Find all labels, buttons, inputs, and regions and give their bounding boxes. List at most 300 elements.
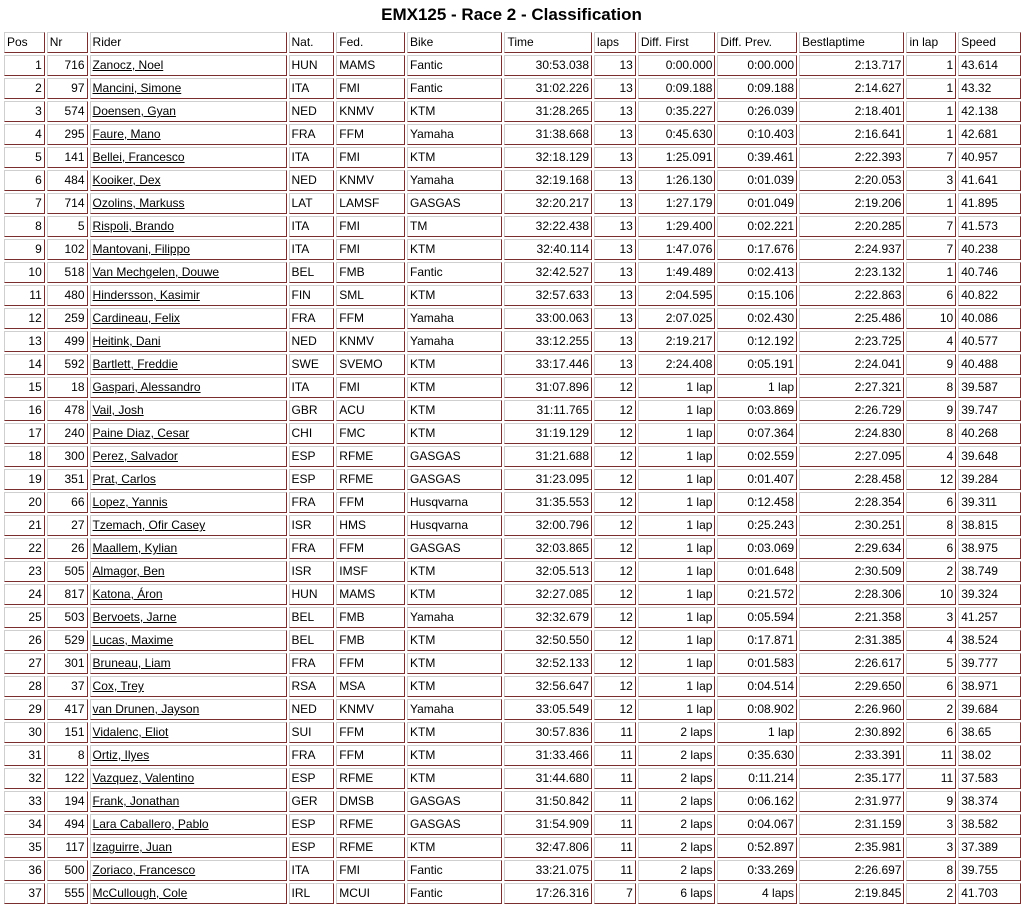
table-row — [4, 561, 1021, 582]
rider-link[interactable]: Bervoets, Jarne — [92, 610, 177, 624]
cell-diff-first: 1 lap — [638, 377, 716, 398]
cell-fed: KNMV — [336, 331, 405, 352]
cell-diff-prev: 1 lap — [717, 377, 797, 398]
cell-nr: 295 — [47, 124, 88, 145]
cell-diff-prev: 0:39.461 — [717, 147, 797, 168]
cell-nat: SUI — [289, 722, 335, 743]
cell-pos: 26 — [4, 630, 45, 651]
cell-time: 33:00.063 — [504, 308, 592, 329]
cell-rider — [90, 170, 287, 191]
cell-time: 32:05.513 — [504, 561, 592, 582]
cell-diff-first: 6 laps — [638, 883, 716, 904]
col-header-nat[interactable]: Nat. — [289, 32, 335, 53]
cell-bike: KTM — [407, 354, 503, 375]
cell-bike: KTM — [407, 676, 503, 697]
cell-speed: 43.614 — [958, 55, 1021, 76]
cell-nr: 37 — [47, 676, 88, 697]
cell-diff-prev: 0:06.162 — [717, 791, 797, 812]
cell-fed: MCUI — [336, 883, 405, 904]
cell-diff-first: 1:47.076 — [638, 239, 716, 260]
cell-time: 31:44.680 — [504, 768, 592, 789]
cell-bestlaptime: 2:26.960 — [799, 699, 904, 720]
cell-laps: 12 — [594, 400, 636, 421]
cell-rider — [90, 883, 287, 904]
col-header-bike[interactable]: Bike — [407, 32, 503, 53]
rider-link[interactable]: Bruneau, Liam — [92, 656, 171, 670]
table-row — [4, 607, 1021, 628]
cell-nat: FRA — [289, 538, 335, 559]
col-header-rider[interactable]: Rider — [90, 32, 287, 53]
cell-diff-prev: 0:03.869 — [717, 400, 797, 421]
cell-bike: Yamaha — [407, 331, 503, 352]
cell-bestlaptime: 2:31.977 — [799, 791, 904, 812]
cell-bestlaptime: 2:23.725 — [799, 331, 904, 352]
cell-diff-prev: 0:01.648 — [717, 561, 797, 582]
cell-bestlaptime: 2:22.863 — [799, 285, 904, 306]
cell-rider — [90, 814, 287, 835]
cell-nat: FRA — [289, 492, 335, 513]
cell-rider — [90, 423, 287, 444]
rider-link[interactable]: Lucas, Maxime — [92, 633, 174, 647]
cell-pos: 5 — [4, 147, 45, 168]
cell-laps: 12 — [594, 561, 636, 582]
cell-pos: 31 — [4, 745, 45, 766]
rider-link[interactable]: Doensen, Gyan — [92, 104, 176, 118]
cell-nat: ITA — [289, 860, 335, 881]
cell-time: 31:54.909 — [504, 814, 592, 835]
cell-bestlaptime: 2:29.634 — [799, 538, 904, 559]
cell-in-lap: 8 — [906, 515, 956, 536]
rider-link[interactable]: Gaspari, Alessandro — [92, 380, 201, 394]
rider-link[interactable]: Vail, Josh — [92, 403, 144, 417]
cell-time: 31:33.466 — [504, 745, 592, 766]
cell-in-lap: 2 — [906, 883, 956, 904]
cell-laps: 11 — [594, 722, 636, 743]
rider-link[interactable]: Rispoli, Brando — [92, 219, 174, 233]
cell-bestlaptime: 2:30.892 — [799, 722, 904, 743]
rider-link[interactable]: Hindersson, Kasimir — [92, 288, 200, 302]
cell-bike: KTM — [407, 722, 503, 743]
cell-speed: 40.086 — [958, 308, 1021, 329]
cell-bike: Fantic — [407, 55, 503, 76]
cell-time: 32:03.865 — [504, 538, 592, 559]
cell-bike: Fantic — [407, 883, 503, 904]
table-row — [4, 216, 1021, 237]
rider-link[interactable]: Frank, Jonathan — [92, 794, 180, 808]
rider-link[interactable]: Zoriaco, Francesco — [92, 863, 196, 877]
col-header-pos[interactable]: Pos — [4, 32, 45, 53]
rider-link[interactable]: Ozolins, Markuss — [92, 196, 185, 210]
cell-bestlaptime: 2:27.321 — [799, 377, 904, 398]
rider-link[interactable]: Kooiker, Dex — [92, 173, 161, 187]
table-row — [4, 538, 1021, 559]
table-row — [4, 78, 1021, 99]
cell-diff-prev: 0:12.458 — [717, 492, 797, 513]
cell-time: 32:52.133 — [504, 653, 592, 674]
cell-time: 33:17.446 — [504, 354, 592, 375]
cell-time: 31:07.896 — [504, 377, 592, 398]
cell-time: 32:32.679 — [504, 607, 592, 628]
cell-laps: 12 — [594, 607, 636, 628]
cell-nat: ITA — [289, 78, 335, 99]
cell-rider — [90, 768, 287, 789]
cell-rider — [90, 78, 287, 99]
cell-pos: 14 — [4, 354, 45, 375]
cell-rider — [90, 492, 287, 513]
cell-nr: 301 — [47, 653, 88, 674]
cell-bike: KTM — [407, 423, 503, 444]
cell-nat: BEL — [289, 262, 335, 283]
cell-diff-prev: 0:05.191 — [717, 354, 797, 375]
cell-diff-first: 2:07.025 — [638, 308, 716, 329]
cell-laps: 11 — [594, 791, 636, 812]
cell-nat: ESP — [289, 814, 335, 835]
cell-nat: NED — [289, 101, 335, 122]
cell-rider — [90, 285, 287, 306]
cell-bestlaptime: 2:26.617 — [799, 653, 904, 674]
cell-speed: 40.488 — [958, 354, 1021, 375]
cell-nat: HUN — [289, 584, 335, 605]
cell-time: 32:19.168 — [504, 170, 592, 191]
cell-diff-first: 1 lap — [638, 515, 716, 536]
cell-diff-prev: 0:52.897 — [717, 837, 797, 858]
rider-link[interactable]: Prat, Carlos — [92, 472, 156, 486]
cell-fed: FFM — [336, 538, 405, 559]
rider-link[interactable]: Cox, Trey — [92, 679, 144, 693]
cell-diff-first: 1:27.179 — [638, 193, 716, 214]
cell-rider — [90, 745, 287, 766]
cell-rider — [90, 308, 287, 329]
cell-bike: KTM — [407, 239, 503, 260]
cell-pos: 13 — [4, 331, 45, 352]
page-title: EMX125 - Race 2 - Classification — [381, 5, 642, 24]
cell-diff-prev: 0:01.039 — [717, 170, 797, 191]
rider-link[interactable]: Heitink, Dani — [92, 334, 161, 348]
cell-nat: IRL — [289, 883, 335, 904]
rider-link[interactable]: Bellei, Francesco — [92, 150, 185, 164]
cell-in-lap: 6 — [906, 492, 956, 513]
cell-nr: 151 — [47, 722, 88, 743]
cell-bike: Fantic — [407, 78, 503, 99]
cell-bestlaptime: 2:35.981 — [799, 837, 904, 858]
cell-pos: 34 — [4, 814, 45, 835]
cell-speed: 40.238 — [958, 239, 1021, 260]
rider-link[interactable]: Lopez, Yannis — [92, 495, 168, 509]
cell-speed: 41.573 — [958, 216, 1021, 237]
cell-rider — [90, 239, 287, 260]
cell-bestlaptime: 2:23.132 — [799, 262, 904, 283]
cell-nat: FRA — [289, 124, 335, 145]
cell-nr: 714 — [47, 193, 88, 214]
cell-time: 32:18.129 — [504, 147, 592, 168]
cell-time: 32:47.806 — [504, 837, 592, 858]
cell-pos: 8 — [4, 216, 45, 237]
cell-in-lap: 1 — [906, 55, 956, 76]
cell-speed: 38.582 — [958, 814, 1021, 835]
cell-laps: 11 — [594, 745, 636, 766]
rider-link[interactable]: van Drunen, Jayson — [92, 702, 200, 716]
cell-bike: GASGAS — [407, 538, 503, 559]
cell-in-lap: 9 — [906, 354, 956, 375]
cell-rider — [90, 377, 287, 398]
cell-fed: RFME — [336, 768, 405, 789]
table-row — [4, 653, 1021, 674]
col-header-speed[interactable]: Speed — [958, 32, 1021, 53]
cell-bestlaptime: 2:27.095 — [799, 446, 904, 467]
table-row — [4, 354, 1021, 375]
rider-link[interactable]: Mancini, Simone — [92, 81, 182, 95]
rider-link[interactable]: Vazquez, Valentino — [92, 771, 195, 785]
cell-laps: 13 — [594, 354, 636, 375]
rider-link[interactable]: Mantovani, Filippo — [92, 242, 190, 256]
cell-bestlaptime: 2:30.509 — [799, 561, 904, 582]
cell-diff-first: 0:45.630 — [638, 124, 716, 145]
table-row — [4, 768, 1021, 789]
cell-fed: KNMV — [336, 699, 405, 720]
cell-nat: RSA — [289, 676, 335, 697]
rider-link[interactable]: Almagor, Ben — [92, 564, 165, 578]
cell-nat: CHI — [289, 423, 335, 444]
cell-nat: ISR — [289, 561, 335, 582]
cell-in-lap: 12 — [906, 469, 956, 490]
cell-speed: 40.957 — [958, 147, 1021, 168]
cell-laps: 12 — [594, 538, 636, 559]
rider-link[interactable]: Zanocz, Noel — [92, 58, 164, 72]
table-row — [4, 791, 1021, 812]
cell-bike: TM — [407, 216, 503, 237]
rider-link[interactable]: Van Mechgelen, Douwe — [92, 265, 220, 279]
cell-in-lap: 8 — [906, 423, 956, 444]
cell-diff-first: 1:25.091 — [638, 147, 716, 168]
cell-bestlaptime: 2:20.285 — [799, 216, 904, 237]
cell-pos: 21 — [4, 515, 45, 536]
cell-rider — [90, 193, 287, 214]
rider-link[interactable]: McCullough, Cole — [92, 886, 188, 900]
cell-speed: 39.648 — [958, 446, 1021, 467]
cell-nr: 102 — [47, 239, 88, 260]
col-header-bestlaptime[interactable]: Bestlaptime — [799, 32, 904, 53]
cell-diff-prev: 0:35.630 — [717, 745, 797, 766]
cell-nat: ITA — [289, 239, 335, 260]
cell-rider — [90, 469, 287, 490]
cell-fed: FMI — [336, 860, 405, 881]
cell-laps: 13 — [594, 124, 636, 145]
cell-nat: FRA — [289, 308, 335, 329]
cell-bike: Yamaha — [407, 607, 503, 628]
cell-time: 32:42.527 — [504, 262, 592, 283]
cell-diff-prev: 0:00.000 — [717, 55, 797, 76]
cell-rider — [90, 101, 287, 122]
cell-speed: 40.746 — [958, 262, 1021, 283]
cell-bestlaptime: 2:29.650 — [799, 676, 904, 697]
cell-laps: 13 — [594, 308, 636, 329]
cell-pos: 7 — [4, 193, 45, 214]
cell-nr: 5 — [47, 216, 88, 237]
cell-diff-prev: 0:08.902 — [717, 699, 797, 720]
cell-laps: 13 — [594, 170, 636, 191]
cell-time: 30:57.836 — [504, 722, 592, 743]
cell-fed: RFME — [336, 469, 405, 490]
cell-rider — [90, 791, 287, 812]
rider-link[interactable]: Katona, Áron — [92, 587, 163, 601]
cell-nat: ITA — [289, 147, 335, 168]
rider-link[interactable]: Cardineau, Felix — [92, 311, 180, 325]
cell-bike: KTM — [407, 561, 503, 582]
cell-nr: 26 — [47, 538, 88, 559]
table-row — [4, 699, 1021, 720]
cell-diff-first: 2 laps — [638, 745, 716, 766]
cell-nr: 194 — [47, 791, 88, 812]
cell-diff-first: 1 lap — [638, 653, 716, 674]
cell-diff-first: 2 laps — [638, 768, 716, 789]
cell-bestlaptime: 2:25.486 — [799, 308, 904, 329]
rider-link[interactable]: Perez, Salvador — [92, 449, 178, 463]
cell-in-lap: 3 — [906, 170, 956, 191]
cell-in-lap: 3 — [906, 837, 956, 858]
cell-fed: FFM — [336, 308, 405, 329]
cell-diff-prev: 4 laps — [717, 883, 797, 904]
table-row — [4, 101, 1021, 122]
cell-rider — [90, 55, 287, 76]
cell-nat: ESP — [289, 768, 335, 789]
cell-time: 32:22.438 — [504, 216, 592, 237]
rider-link[interactable]: Ortiz, Ilyes — [92, 748, 150, 762]
cell-speed: 39.284 — [958, 469, 1021, 490]
rider-link[interactable]: Izaguirre, Juan — [92, 840, 172, 854]
cell-nr: 300 — [47, 446, 88, 467]
cell-pos: 35 — [4, 837, 45, 858]
cell-nr: 27 — [47, 515, 88, 536]
cell-nat: BEL — [289, 630, 335, 651]
cell-bike: KTM — [407, 745, 503, 766]
cell-nr: 122 — [47, 768, 88, 789]
cell-nr: 592 — [47, 354, 88, 375]
cell-nr: 494 — [47, 814, 88, 835]
col-header-in-lap[interactable]: in lap — [906, 32, 956, 53]
cell-in-lap: 1 — [906, 193, 956, 214]
cell-bike: Husqvarna — [407, 492, 503, 513]
cell-fed: FMI — [336, 216, 405, 237]
col-header-fed[interactable]: Fed. — [336, 32, 405, 53]
cell-diff-first: 1:29.400 — [638, 216, 716, 237]
cell-in-lap: 11 — [906, 768, 956, 789]
cell-laps: 13 — [594, 216, 636, 237]
cell-in-lap: 2 — [906, 699, 956, 720]
rider-link[interactable]: Paine Diaz, Cesar — [92, 426, 190, 440]
cell-bestlaptime: 2:30.251 — [799, 515, 904, 536]
col-header-diff-prev[interactable]: Diff. Prev. — [717, 32, 797, 53]
cell-laps: 13 — [594, 55, 636, 76]
cell-time: 30:53.038 — [504, 55, 592, 76]
cell-diff-prev: 0:02.413 — [717, 262, 797, 283]
cell-fed: FMI — [336, 239, 405, 260]
cell-in-lap: 8 — [906, 860, 956, 881]
cell-in-lap: 7 — [906, 147, 956, 168]
classification-body — [4, 55, 1021, 904]
table-row — [4, 170, 1021, 191]
cell-bestlaptime: 2:13.717 — [799, 55, 904, 76]
cell-speed: 38.524 — [958, 630, 1021, 651]
cell-diff-first: 1:26.130 — [638, 170, 716, 191]
cell-rider — [90, 722, 287, 743]
cell-bike: Yamaha — [407, 699, 503, 720]
table-row — [4, 423, 1021, 444]
cell-bestlaptime: 2:33.391 — [799, 745, 904, 766]
cell-nat: GER — [289, 791, 335, 812]
table-row — [4, 837, 1021, 858]
col-header-laps[interactable]: laps — [594, 32, 636, 53]
cell-rider — [90, 860, 287, 881]
cell-diff-prev: 0:04.067 — [717, 814, 797, 835]
cell-nr: 716 — [47, 55, 88, 76]
cell-in-lap: 10 — [906, 308, 956, 329]
cell-time: 33:05.549 — [504, 699, 592, 720]
rider-link[interactable]: Maallem, Kylian — [92, 541, 178, 555]
cell-diff-first: 2 laps — [638, 722, 716, 743]
cell-fed: RFME — [336, 446, 405, 467]
cell-diff-prev: 0:01.583 — [717, 653, 797, 674]
rider-link[interactable]: Vidalenc, Eliot — [92, 725, 169, 739]
cell-bestlaptime: 2:24.830 — [799, 423, 904, 444]
rider-link[interactable]: Lara Caballero, Pablo — [92, 817, 209, 831]
cell-pos: 1 — [4, 55, 45, 76]
cell-laps: 12 — [594, 699, 636, 720]
cell-diff-first: 1 lap — [638, 469, 716, 490]
cell-rider — [90, 124, 287, 145]
cell-fed: LAMSF — [336, 193, 405, 214]
cell-nat: ESP — [289, 837, 335, 858]
rider-link[interactable]: Tzemach, Ofir Casey — [92, 518, 206, 532]
cell-nr: 417 — [47, 699, 88, 720]
cell-diff-prev: 0:26.039 — [717, 101, 797, 122]
cell-rider — [90, 676, 287, 697]
cell-rider — [90, 147, 287, 168]
rider-link[interactable]: Faure, Mano — [92, 127, 161, 141]
col-header-time[interactable]: Time — [504, 32, 592, 53]
classification-table — [2, 30, 1023, 906]
cell-bike: KTM — [407, 630, 503, 651]
cell-laps: 13 — [594, 147, 636, 168]
cell-laps: 11 — [594, 837, 636, 858]
cell-in-lap: 3 — [906, 607, 956, 628]
cell-rider — [90, 584, 287, 605]
cell-diff-prev: 0:17.871 — [717, 630, 797, 651]
cell-pos: 24 — [4, 584, 45, 605]
cell-speed: 38.749 — [958, 561, 1021, 582]
table-row — [4, 515, 1021, 536]
cell-speed: 43.32 — [958, 78, 1021, 99]
cell-fed: FMB — [336, 262, 405, 283]
rider-link[interactable]: Bartlett, Freddie — [92, 357, 178, 371]
cell-rider — [90, 216, 287, 237]
cell-in-lap: 7 — [906, 239, 956, 260]
cell-nat: ISR — [289, 515, 335, 536]
cell-fed: SML — [336, 285, 405, 306]
cell-bike: KTM — [407, 400, 503, 421]
cell-laps: 12 — [594, 446, 636, 467]
cell-laps: 12 — [594, 469, 636, 490]
cell-nat: LAT — [289, 193, 335, 214]
col-header-diff-first[interactable]: Diff. First — [638, 32, 716, 53]
cell-speed: 40.822 — [958, 285, 1021, 306]
cell-nat: FIN — [289, 285, 335, 306]
cell-nr: 18 — [47, 377, 88, 398]
table-row — [4, 630, 1021, 651]
col-header-nr[interactable]: Nr — [47, 32, 88, 53]
cell-diff-prev: 0:11.214 — [717, 768, 797, 789]
cell-bestlaptime: 2:28.306 — [799, 584, 904, 605]
cell-speed: 38.65 — [958, 722, 1021, 743]
